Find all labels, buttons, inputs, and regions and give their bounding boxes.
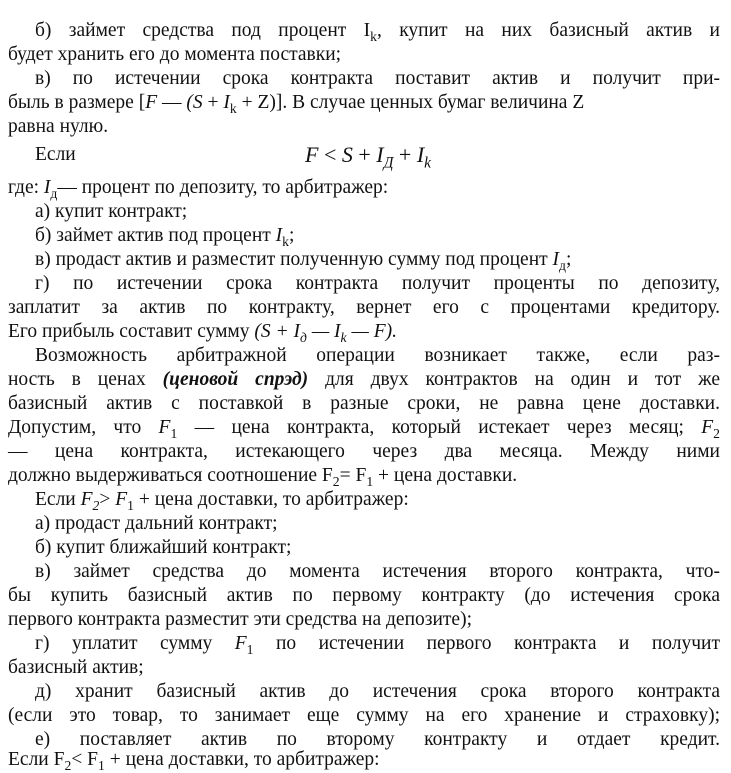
text-line: базисный актив с поставкой в разные сроки, не равна цене доставки.: [8, 393, 720, 414]
text-line: а) продаст дальний контракт;: [35, 513, 278, 534]
text-line: Допустим, что $F_1$ — цена контракта, который истекает через месяц; $F_2$: [8, 417, 720, 441]
text-line: Возможность арбитражной операции возникает также, если раз-: [35, 345, 720, 366]
text-line: г) уплатит сумму $F_1$ по истечении первого контракта и получит: [35, 633, 720, 657]
text-line: — цена контракта, истекающего через два месяца. Между ними: [8, 441, 720, 462]
text-line: д) хранит базисный актив до истечения срока второго контракта: [35, 681, 720, 702]
if-label: Если: [35, 144, 76, 165]
text-line: б) купит ближайший контракт;: [35, 537, 292, 558]
text-line: в) займет средства до момента истечения второго контракта, что-: [35, 561, 720, 582]
text-line: быль в размере [F — $(S + I_k + Z)$]. В случае ценных бумаг величина Z: [8, 92, 585, 116]
text-line: бы купить базисный актив по первому контракту (до истечения срока: [8, 585, 720, 606]
text-line: в) продаст актив и разместит полученную сумму под процент $I_д$;: [35, 249, 572, 273]
text-line: равна нулю.: [8, 116, 109, 137]
text-line: (если это товар, то занимает еще сумму на его хранение и страховку);: [8, 705, 720, 726]
text-line: заплатит за актив по контракту, вернет его с процентами кредитору.: [8, 297, 720, 318]
text-line: г) по истечении срока контракта получит проценты по депозиту,: [35, 273, 720, 294]
formula: $F < S + I_Д + I_k$: [305, 142, 432, 172]
text-line: а) купит контракт;: [35, 201, 188, 222]
text-line: ность в ценах (ценовой спрэд) для двух контрактов на один и тот же: [8, 369, 720, 390]
text-line: Если $F_2> F_1$ + цена доставки, то арбитражер:: [35, 489, 409, 513]
text-line: базисный актив;: [8, 657, 144, 678]
text-line: должно выдерживаться соотношение $F_2= F_1$ + цена доставки.: [8, 465, 518, 489]
text-line: первого контракта разместит эти средства на депозите);: [8, 609, 473, 630]
text-line: Его прибыль составит сумму ($S + I_д$ — $I_k$ — F).: [8, 321, 397, 345]
text-line: будет хранить его до момента поставки;: [8, 44, 342, 65]
text-line: где: $I_д—$ процент по депозиту, то арбитражер:: [8, 177, 389, 201]
text-line: б) займет средства под процент $I_k$, купит на них базисный актив и: [35, 20, 720, 44]
text-line: б) займет актив под процент $I_k$;: [35, 225, 295, 249]
text-line: Если $F_2< F_1$ + цена доставки, то арбитражер:: [8, 749, 380, 773]
text-line: е) поставляет актив по второму контракту и отдает кредит.: [35, 729, 720, 750]
text-line: в) по истечении срока контракта поставит актив и получит при-: [35, 68, 720, 89]
